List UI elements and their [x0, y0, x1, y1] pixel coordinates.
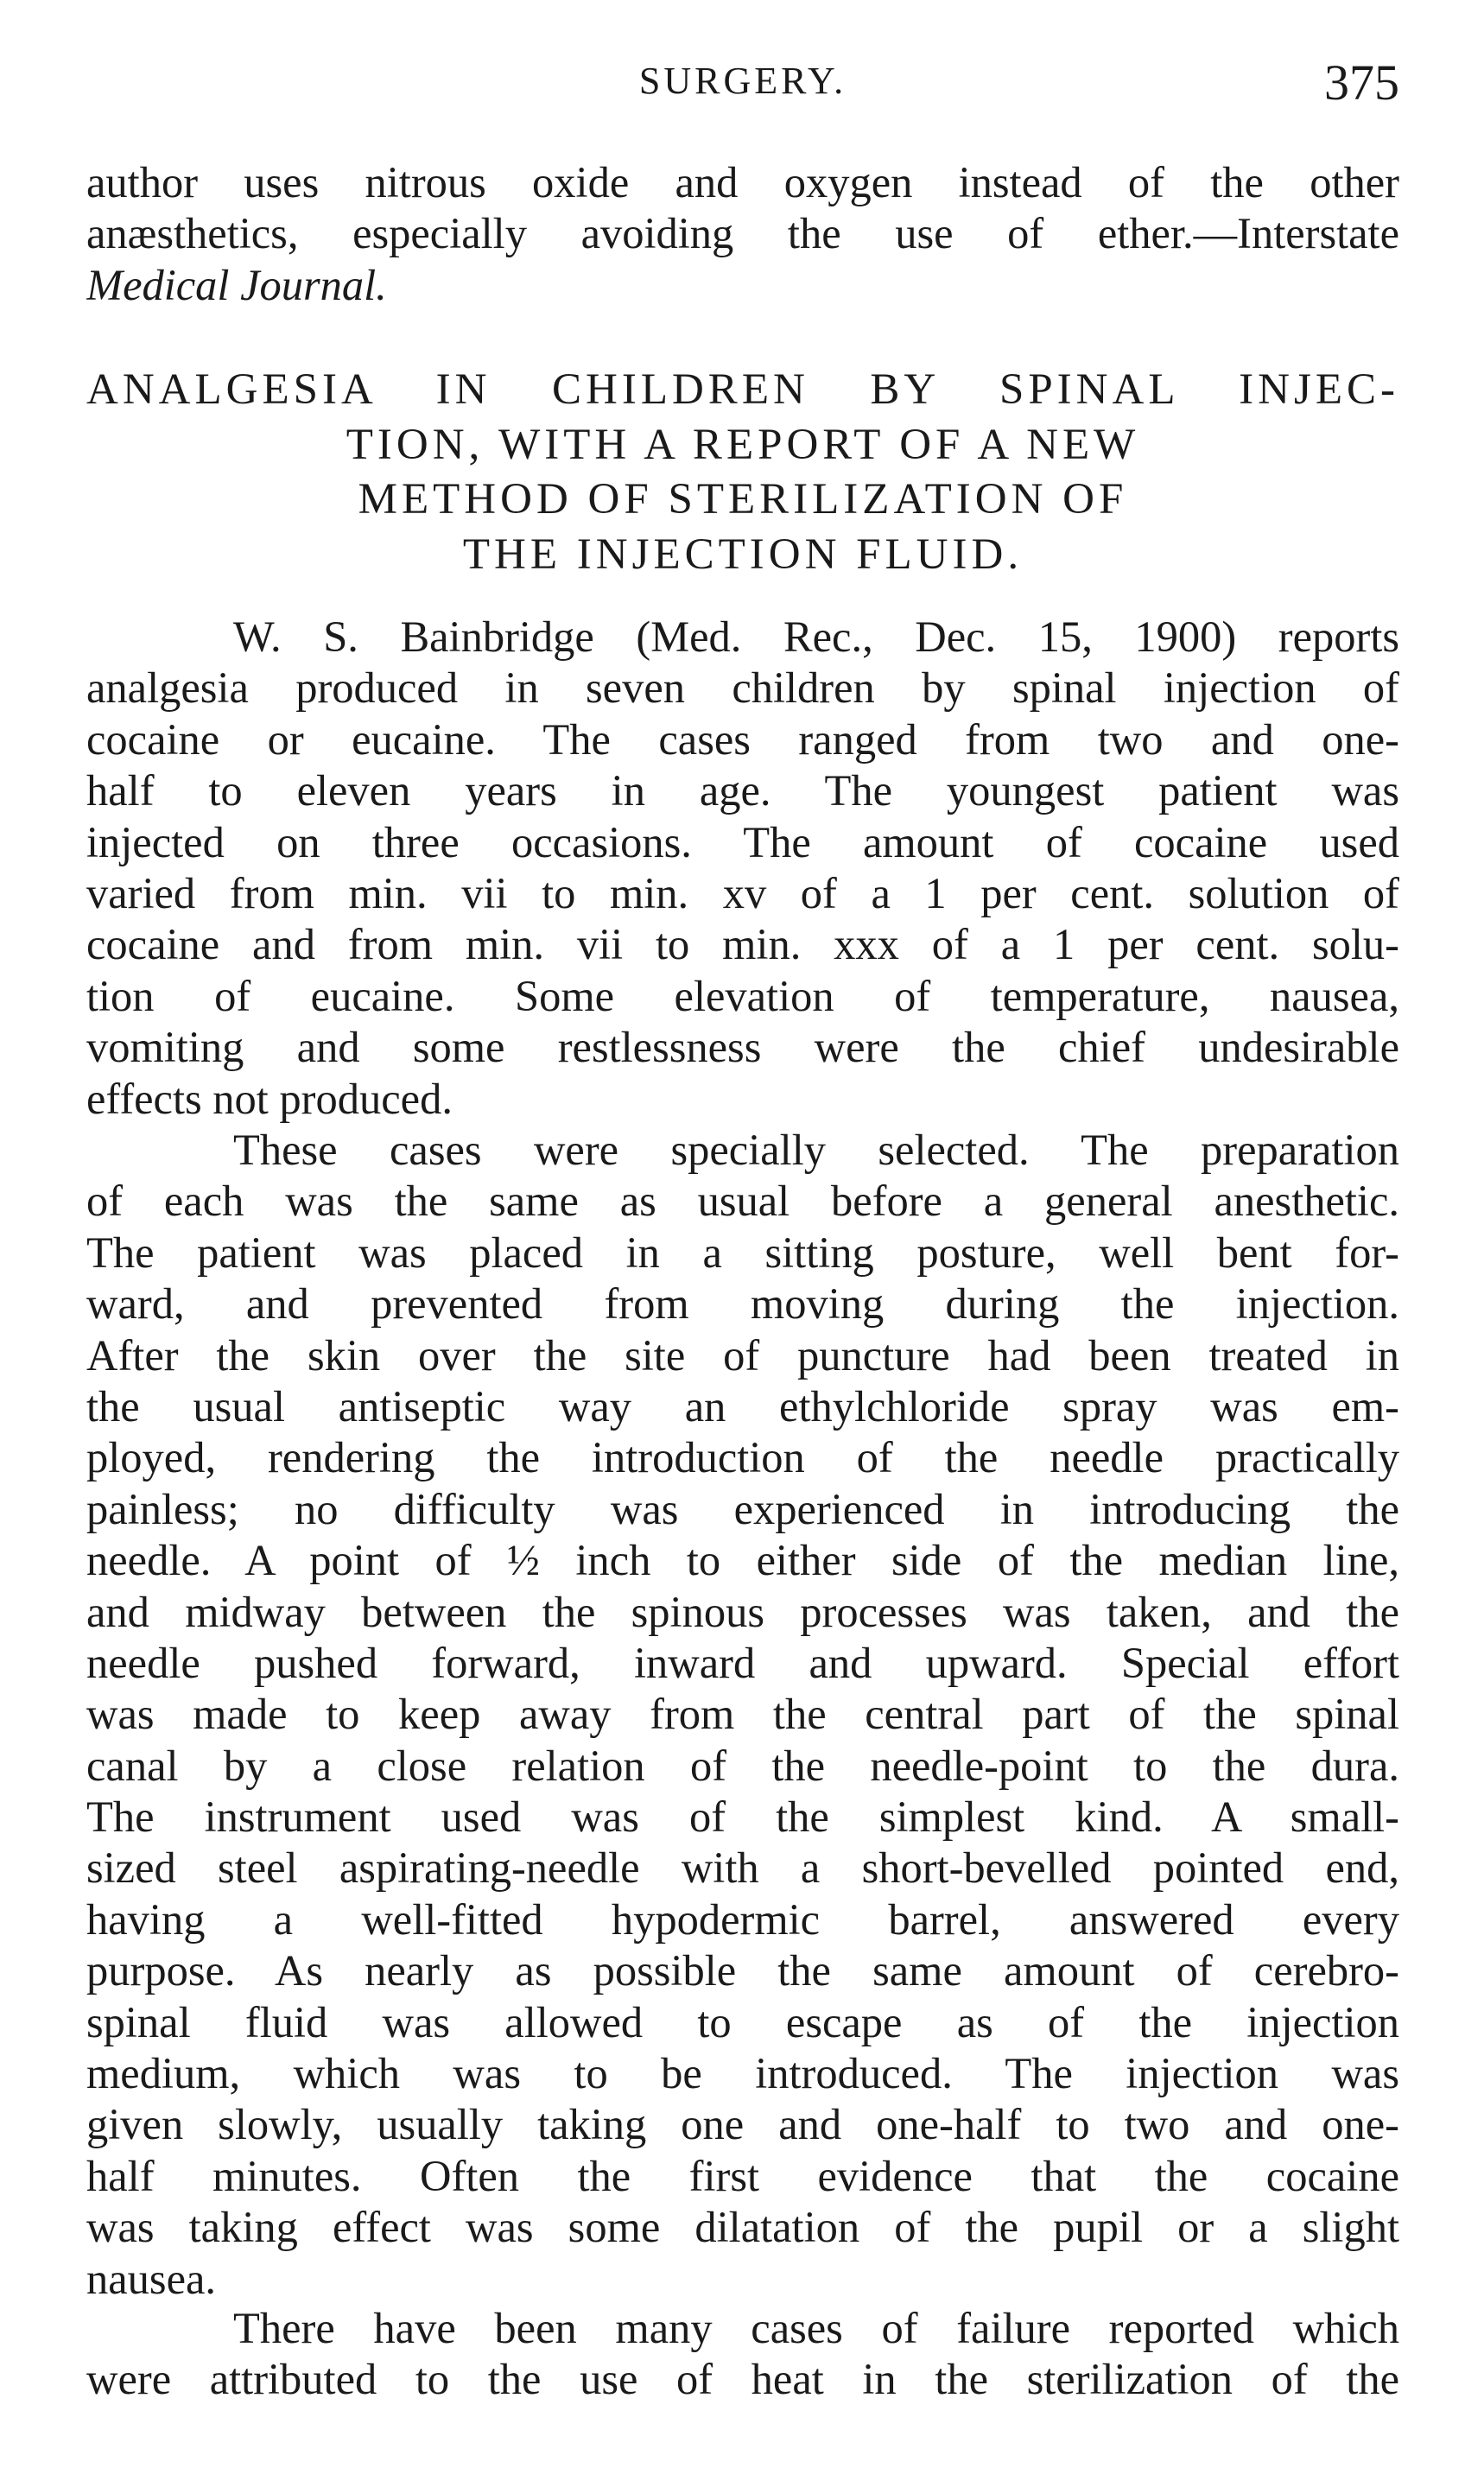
text-line: After the skin over the site of puncture had been treated in	[86, 1330, 1399, 1380]
text-line: Medical Journal.	[86, 260, 387, 309]
text-line: vomiting and some restlessness were the chief undesirable	[86, 1023, 1399, 1072]
text-line: purpose. As nearly as possible the same amount of cerebro-	[86, 1946, 1399, 1995]
text-line: painless; no difficulty was experienced in introducing the	[86, 1484, 1399, 1533]
text-line: anæsthetics, especially avoiding the use of ether.—Interstate	[86, 209, 1399, 258]
text-line: tion of eucaine. Some elevation of temperature, nausea,	[86, 971, 1399, 1020]
intro-paragraph	[86, 157, 1399, 311]
text-line: effects not produced.	[86, 1074, 453, 1123]
text-line: and midway between the spinous processes was taken, and the	[86, 1587, 1399, 1636]
heading-line: THE INJECTION FLUID.	[462, 530, 1024, 579]
text-line: was taking effect was some dilatation of the pupil or a slight	[86, 2203, 1399, 2252]
text-line: canal by a close relation of the needle-point to the dura.	[86, 1741, 1399, 1790]
article-heading	[86, 363, 1399, 582]
text-line: analgesia produced in seven children by spinal injection of	[86, 663, 1399, 713]
text-line: given slowly, usually taking one and one-half to two and one-	[86, 2100, 1399, 2149]
running-head	[86, 54, 1399, 114]
heading-line: TION, WITH A REPORT OF A NEW	[346, 420, 1140, 469]
text-line: half to eleven years in age. The youngest patient was	[86, 766, 1399, 815]
text-line: varied from min. vii to min. xv of a 1 per cent. solution of	[86, 868, 1399, 917]
paragraph-2	[86, 1125, 1399, 2305]
running-title: SURGERY.	[638, 60, 847, 102]
text-line: medium, which was to be introduced. The injection was	[86, 2049, 1399, 2098]
text-line: were attributed to the use of heat in the sterilization of the	[86, 2355, 1399, 2404]
text-line: cocaine or eucaine. The cases ranged from two and one-	[86, 714, 1399, 764]
text-line: needle pushed forward, inward and upward. Special effort	[86, 1638, 1399, 1687]
text-line: was made to keep away from the central part of the spinal	[86, 1690, 1399, 1739]
text-line: needle. A point of ½ inch to either side of the median line,	[86, 1536, 1399, 1585]
text-line: The patient was placed in a sitting posture, well bent for-	[86, 1228, 1399, 1277]
text-line: W. S. Bainbridge (Med. Rec., Dec. 15, 1900) reports	[233, 612, 1399, 661]
text-line: half minutes. Often the first evidence that the cocaine	[86, 2151, 1399, 2200]
text-line: The instrument used was of the simplest kind. A small-	[86, 1792, 1399, 1842]
text-line: ward, and prevented from moving during the injection.	[86, 1279, 1399, 1329]
heading-line: METHOD OF STERILIZATION OF	[358, 475, 1128, 523]
heading-line: ANALGESIA IN CHILDREN BY SPINAL INJEC-	[86, 365, 1399, 414]
text-line: These cases were specially selected. The preparation	[233, 1126, 1399, 1174]
text-line: cocaine and from min. vii to min. xxx of a 1 per cent. solu-	[86, 920, 1399, 969]
text-line: the usual antiseptic way an ethylchloride spray was em-	[86, 1381, 1399, 1431]
text-line: There have been many cases of failure reported which	[233, 2304, 1399, 2352]
text-line: spinal fluid was allowed to escape as of the injection	[86, 1997, 1399, 2046]
text-line: injected on three occasions. The amount of cocaine used	[86, 817, 1399, 866]
text-line: nausea.	[86, 2254, 217, 2303]
text-line: having a well-fitted hypodermic barrel, answered every	[86, 1894, 1399, 1944]
text-line: sized steel aspirating-needle with a short-bevelled pointed end,	[86, 1843, 1399, 1893]
text-line: author uses nitrous oxide and oxygen instead of the other	[86, 158, 1399, 206]
page-number: 375	[1324, 54, 1399, 111]
paragraph-3	[86, 2303, 1399, 2406]
text-line: of each was the same as usual before a general anesthetic.	[86, 1177, 1399, 1226]
paragraph-1	[86, 612, 1399, 1125]
text-line: ployed, rendering the introduction of the needle practically	[86, 1433, 1399, 1482]
